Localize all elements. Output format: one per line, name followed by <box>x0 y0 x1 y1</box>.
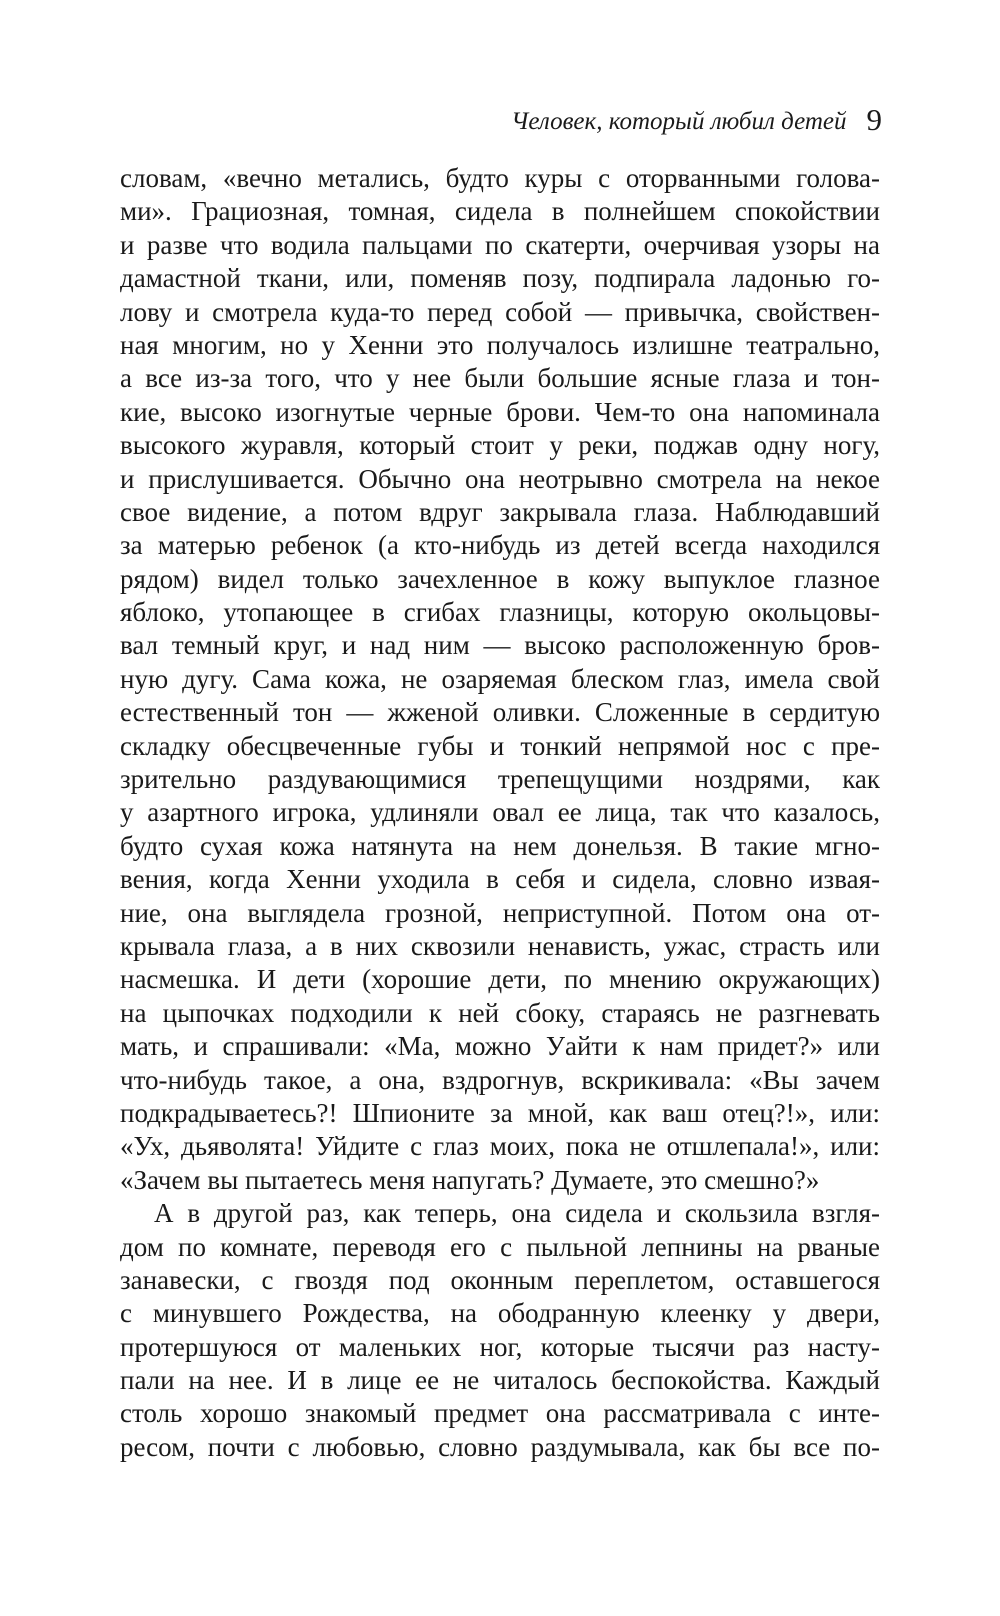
text-line: насмешка. И дети (хорошие дети, по мнению окружающих) <box>120 964 880 995</box>
text-line: и разве что водила пальцами по скатерти, очерчивая узоры на <box>120 229 880 260</box>
text-line: а все из-за того, что у нее были большие ясные глаза и тон- <box>120 363 880 394</box>
text-line: и прислушивается. Обычно она неотрывно смотрела на некое <box>120 463 880 494</box>
text-line: за матерью ребенок (а кто-нибудь из детей всегда находился <box>120 530 880 561</box>
text-line: подкрадываетесь?! Шпионите за мной, как ваш отец?!», или: <box>120 1097 880 1128</box>
page-number: 9 <box>866 102 882 137</box>
text-line: дом по комнате, переводя его с пыльной лепнины на рваные <box>120 1231 880 1262</box>
text-line: вал темный круг, и над ним — высоко расположенную бров- <box>120 630 880 661</box>
text-line: словам, «вечно метались, будто куры с оторванными голова- <box>120 163 880 193</box>
text-line: зрительно раздувающимися трепещущими ноздрями, как <box>120 764 880 795</box>
text-line: складку обесцвеченные губы и тонкий непрямой нос с пре- <box>120 730 880 761</box>
text-line: «Зачем вы пытаетесь меня напугать? Думаете, это смешно?» <box>120 1164 820 1195</box>
body-text <box>120 162 880 1464</box>
text-line: что-нибудь такое, а она, вздрогнув, вскрикивала: «Вы зачем <box>120 1064 880 1095</box>
text-line: кие, высоко изогнутые черные брови. Чем-то она напоминала <box>120 396 880 427</box>
text-line: «Ух, дьяволята! Уйдите с глаз моих, пока не отшлепала!», или: <box>120 1131 880 1162</box>
text-line: рядом) видел только зачехленное в кожу выпуклое глазное <box>120 563 880 594</box>
paragraph-1 <box>120 162 880 1197</box>
text-line: А в другой раз, как теперь, она сидела и скользила взгля- <box>154 1198 880 1229</box>
text-line: ную дугу. Сама кожа, не озаряемая блеском глаз, имела свой <box>120 663 880 694</box>
text-line: занавески, с гвоздя под оконным переплетом, оставшегося <box>120 1264 880 1295</box>
text-line: дамастной ткани, или, поменяв позу, подпирала ладонью го- <box>120 263 880 294</box>
text-line: с минувшего Рождества, на ободранную клеенку у двери, <box>120 1298 880 1329</box>
paragraph-2 <box>120 1197 880 1464</box>
text-line: ми». Грациозная, томная, сидела в полнейшем спокойствии <box>120 196 880 227</box>
text-line: ресом, почти с любовью, словно раздумывала, как бы все по- <box>120 1431 880 1462</box>
text-line: яблоко, утопающее в сгибах глазницы, которую окольцовы- <box>120 597 880 628</box>
text-line: ние, она выглядела грозной, неприступной. Потом она от- <box>120 897 880 928</box>
text-line: на цыпочках подходили к ней сбоку, стараясь не разгневать <box>120 997 880 1028</box>
text-line: вения, когда Хенни уходила в себя и сидела, словно извая- <box>120 864 880 895</box>
text-line: высокого журавля, который стоит у реки, поджав одну ногу, <box>120 430 880 461</box>
running-title: Человек, который любил детей <box>511 108 847 135</box>
text-line: протершуюся от маленьких ног, которые тысячи раз насту- <box>120 1331 880 1362</box>
text-line: мать, и спрашивали: «Ма, можно Уайти к нам придет?» или <box>120 1031 880 1062</box>
text-line: у азартного игрока, удлиняли овал ее лица, так что казалось, <box>120 797 880 828</box>
text-line: естественный тон — жженой оливки. Сложенные в сердитую <box>120 697 880 728</box>
text-line: свое видение, а потом вдруг закрывала глаза. Наблюдавший <box>120 496 880 527</box>
running-head <box>120 100 882 140</box>
text-line: пали на нее. И в лице ее не читалось беспокойства. Каждый <box>120 1365 880 1396</box>
text-line: крывала глаза, а в них сквозили ненависть, ужас, страсть или <box>120 930 880 961</box>
text-line: лову и смотрела куда-то перед собой — привычка, свойствен- <box>120 296 880 327</box>
text-line: будто сухая кожа натянута на нем донельзя. В такие мгно- <box>120 830 880 861</box>
text-line: ная многим, но у Хенни это получалось излишне театрально, <box>120 329 880 360</box>
text-line: столь хорошо знакомый предмет она рассматривала с инте- <box>120 1398 880 1429</box>
